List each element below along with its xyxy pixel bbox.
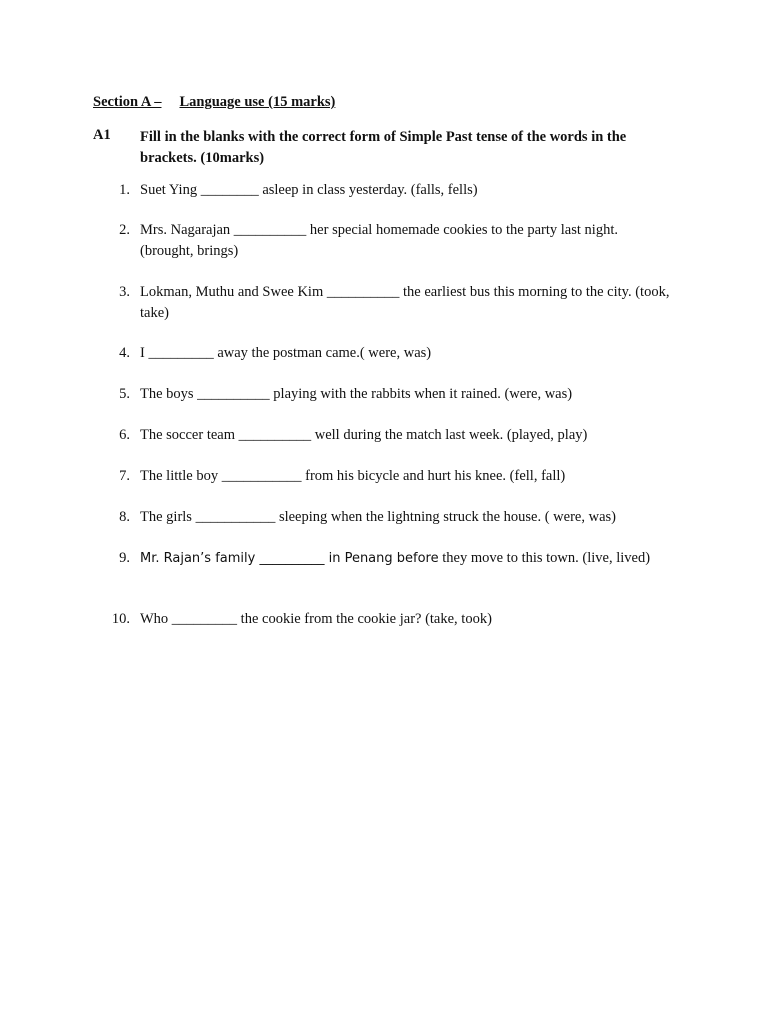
question-item: [110, 507, 670, 528]
question-item: [110, 548, 670, 569]
question-item: [110, 466, 670, 487]
question-text: Suet Ying ________ asleep in class yesterday. (falls, fells): [140, 182, 478, 198]
question-text: The boys __________ playing with the rabbits when it rained. (were, was): [140, 386, 573, 402]
question-text-part: they move to this town. (live, lived): [438, 550, 651, 566]
section-title: Language use (15 marks): [179, 94, 336, 110]
question-number: 1.: [119, 182, 130, 198]
question-number: 8.: [119, 509, 130, 525]
question-text: The girls ___________ sleeping when the lightning struck the house. ( were, was): [140, 509, 616, 525]
question-text: Lokman, Muthu and Swee Kim __________ the earliest bus this morning to the city. (took, take): [140, 284, 670, 321]
task-instruction: Fill in the blanks with the correct form of Simple Past tense of the words in the brackets. (10marks): [140, 129, 627, 166]
question-number: 3.: [119, 284, 130, 300]
question-item: [110, 343, 670, 364]
question-number: 6.: [119, 427, 130, 443]
question-item: [110, 282, 670, 324]
question-item: [110, 220, 670, 262]
question-text: The little boy ___________ from his bicycle and hurt his knee. (fell, fall): [140, 468, 566, 484]
question-number: 4.: [119, 345, 130, 361]
section-label: Section A –: [93, 94, 162, 110]
question-number: 2.: [119, 222, 130, 238]
question-number: 9.: [119, 550, 130, 566]
question-text: The soccer team __________ well during the match last week. (played, play): [140, 427, 588, 443]
question-item: [110, 609, 670, 630]
question-item: [110, 384, 670, 405]
question-number: 5.: [119, 386, 130, 402]
question-text: [140, 548, 670, 569]
question-item: [110, 180, 670, 201]
task-label: A1: [93, 127, 111, 143]
section-heading: [93, 94, 335, 111]
question-number: 10.: [111, 611, 130, 627]
question-text: Mrs. Nagarajan __________ her special homemade cookies to the party last night. (brought, brings): [140, 222, 618, 259]
question-text: I _________ away the postman came.( were, was): [140, 345, 432, 361]
question-text: Who _________ the cookie from the cookie jar? (take, took): [140, 611, 492, 627]
question-text-part: Mr. Rajan’s family __________ in Penang before: [140, 551, 439, 566]
question-number: 7.: [119, 468, 130, 484]
question-item: [110, 425, 670, 446]
